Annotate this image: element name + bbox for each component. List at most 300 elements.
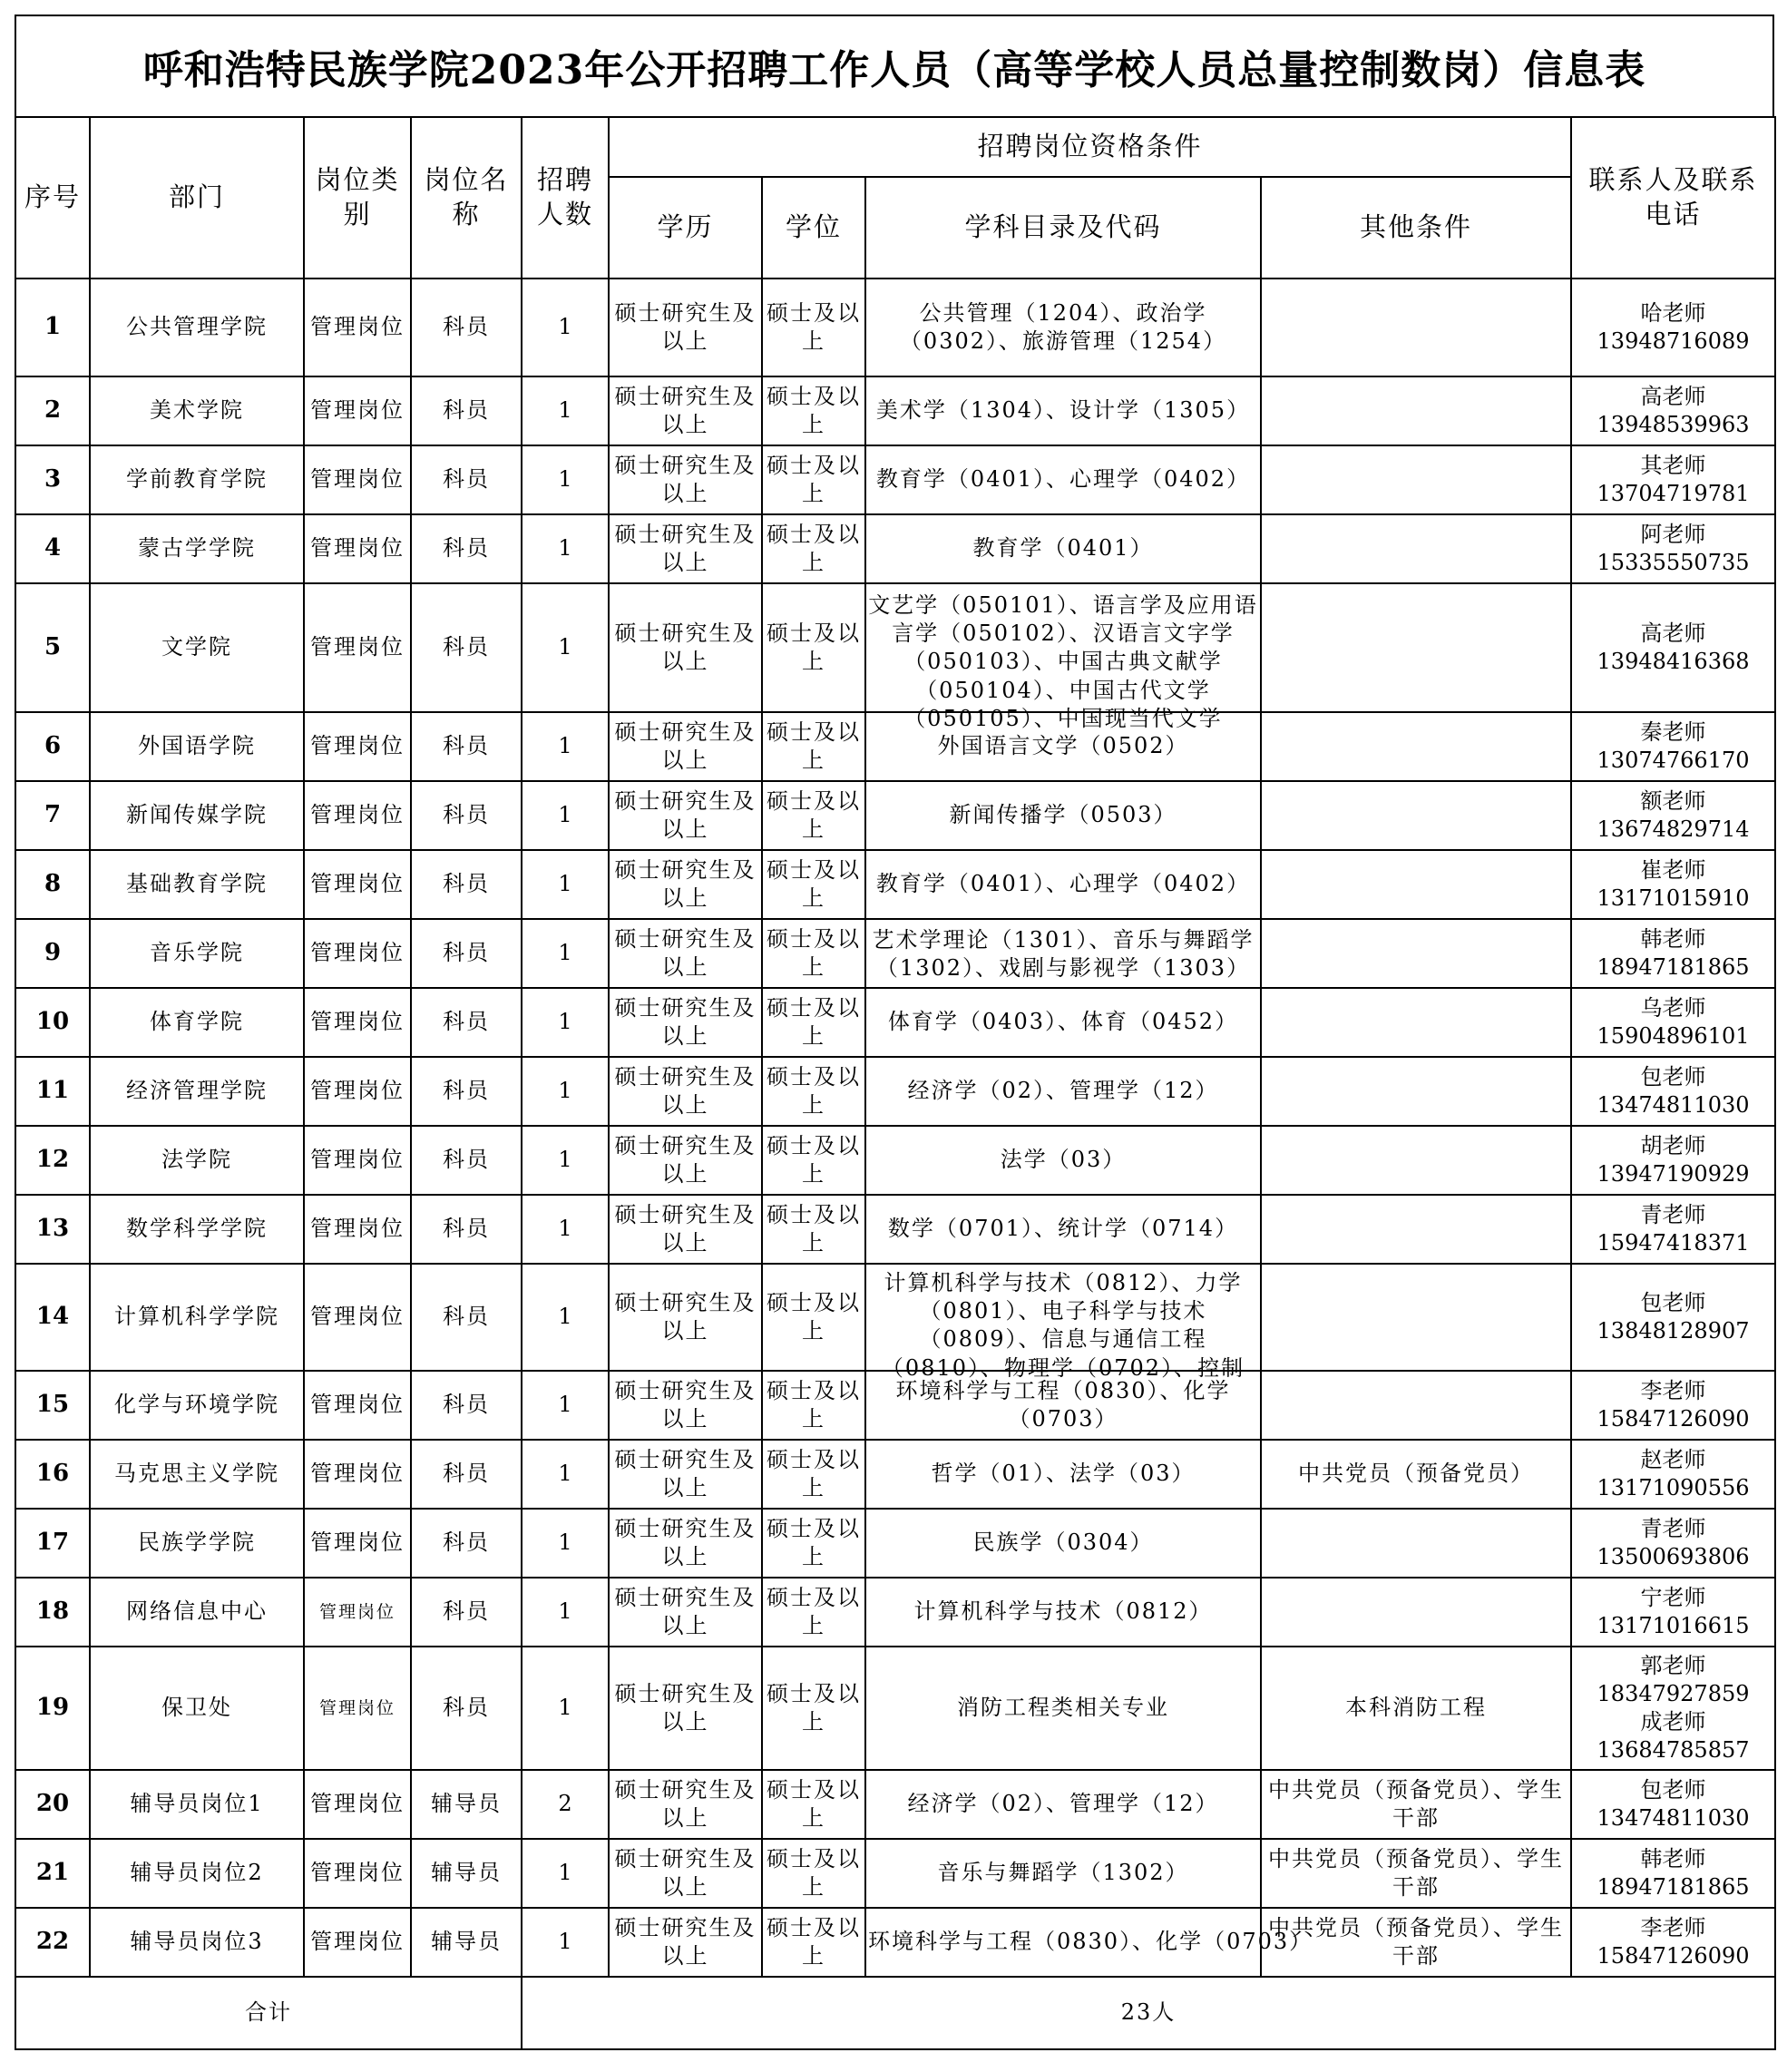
row-number: 20 (15, 1770, 90, 1839)
subject-text: 美术学（1304）、设计学（1305） (875, 397, 1251, 424)
education-cell: 硕士研究生及以上 (609, 1057, 762, 1126)
post-type-cell: 管理岗位 (304, 1440, 411, 1509)
subject-cell (865, 376, 1261, 445)
subject-cell (865, 1264, 1261, 1381)
contact-phone: 13474811030 (1597, 1092, 1750, 1118)
post-name-cell: 科员 (411, 376, 522, 445)
subject-text: 经济学（02）、管理学（12） (907, 1791, 1219, 1817)
post-name-cell: 科员 (411, 1371, 522, 1440)
contact-phone: 15335550735 (1597, 550, 1750, 575)
contact-name: 李老师 (1640, 1377, 1706, 1403)
contact-name: 其老师 (1640, 452, 1706, 478)
degree-cell: 硕士及以上 (762, 376, 865, 445)
post-name-cell: 科员 (411, 919, 522, 988)
degree-cell: 硕士及以上 (762, 781, 865, 850)
row-number: 11 (15, 1057, 90, 1126)
subject-text: 体育学（0403）、体育（0452） (887, 1009, 1239, 1035)
row-number: 22 (15, 1908, 90, 1977)
count-cell: 1 (522, 1647, 609, 1770)
contact-phone: 15847126090 (1597, 1406, 1750, 1432)
other-conditions-cell (1261, 712, 1571, 781)
department-cell: 民族学学院 (90, 1509, 304, 1578)
department-cell: 体育学院 (90, 988, 304, 1057)
department-cell: 法学院 (90, 1126, 304, 1195)
contact-phone: 18947181865 (1597, 954, 1750, 980)
subject-cell (865, 919, 1261, 988)
header-post-type: 岗位类别 (304, 117, 411, 279)
education-cell: 硕士研究生及以上 (609, 1264, 762, 1371)
contact-cell (1571, 850, 1775, 919)
post-type-cell: 管理岗位 (304, 1264, 411, 1371)
contact-cell (1571, 1264, 1775, 1371)
row-number: 6 (15, 712, 90, 781)
contact-name: 韩老师 (1640, 925, 1706, 952)
post-type-cell: 管理岗位 (304, 850, 411, 919)
post-name-cell: 科员 (411, 1195, 522, 1264)
table-row (15, 919, 1775, 988)
subject-text: 公共管理（1204）、政治学（0302）、旅游管理（1254） (899, 299, 1227, 354)
subject-text: 法学（03） (1000, 1147, 1127, 1173)
department-cell: 基础教育学院 (90, 850, 304, 919)
post-type-cell: 管理岗位 (304, 1647, 411, 1770)
page-title: 呼和浩特民族学院2023年公开招聘工作人员（高等学校人员总量控制数岗）信息表 (15, 15, 1774, 116)
row-number: 17 (15, 1509, 90, 1578)
education-cell: 硕士研究生及以上 (609, 514, 762, 583)
contact-phone: 13848128907 (1597, 1318, 1750, 1344)
contact-name: 包老师 (1640, 1776, 1706, 1803)
count-cell: 1 (522, 1126, 609, 1195)
post-type-cell: 管理岗位 (304, 1509, 411, 1578)
header-count: 招聘人数 (522, 117, 609, 279)
department-cell: 新闻传媒学院 (90, 781, 304, 850)
contact-phone: 13704719781 (1597, 481, 1750, 506)
contact-cell (1571, 1908, 1775, 1977)
contact-phone: 13500693806 (1597, 1544, 1750, 1569)
other-conditions-cell: 中共党员（预备党员）、学生干部 (1261, 1908, 1571, 1977)
count-cell: 1 (522, 1440, 609, 1509)
header-education: 学历 (609, 177, 762, 279)
post-name-cell: 科员 (411, 1057, 522, 1126)
post-name-cell: 科员 (411, 1440, 522, 1509)
subject-text: 教育学（0401） (972, 535, 1154, 562)
post-name-cell: 科员 (411, 583, 522, 712)
subject-cell (865, 1509, 1261, 1578)
post-type-cell: 管理岗位 (304, 919, 411, 988)
subject-cell (865, 1647, 1261, 1770)
other-conditions-cell (1261, 376, 1571, 445)
header-post-name: 岗位名称 (411, 117, 522, 279)
department-cell: 辅导员岗位3 (90, 1908, 304, 1977)
education-cell: 硕士研究生及以上 (609, 583, 762, 712)
post-name-cell: 科员 (411, 1126, 522, 1195)
header-seq: 序号 (15, 117, 90, 279)
degree-cell: 硕士及以上 (762, 445, 865, 514)
department-cell: 计算机科学学院 (90, 1264, 304, 1371)
count-cell: 1 (522, 1908, 609, 1977)
contact-phone: 13674829714 (1597, 816, 1750, 842)
post-name-cell: 科员 (411, 1509, 522, 1578)
row-number: 3 (15, 445, 90, 514)
row-number: 2 (15, 376, 90, 445)
post-name-cell: 科员 (411, 781, 522, 850)
contact-cell (1571, 514, 1775, 583)
subject-cell (865, 1057, 1261, 1126)
department-cell: 外国语学院 (90, 712, 304, 781)
subject-cell (865, 1371, 1261, 1440)
contact-cell (1571, 1647, 1775, 1770)
contact-cell (1571, 1126, 1775, 1195)
subject-cell (865, 1195, 1261, 1264)
subject-text: 数学（0701）、统计学（0714） (887, 1216, 1239, 1242)
other-conditions-cell (1261, 1509, 1571, 1578)
subject-cell (865, 445, 1261, 514)
other-conditions-cell: 中共党员（预备党员）、学生干部 (1261, 1770, 1571, 1839)
degree-cell: 硕士及以上 (762, 1195, 865, 1264)
post-type-cell: 管理岗位 (304, 1057, 411, 1126)
table-row (15, 1126, 1775, 1195)
post-type-cell: 管理岗位 (304, 279, 411, 376)
education-cell: 硕士研究生及以上 (609, 1509, 762, 1578)
contact-phone: 13948716089 (1597, 328, 1750, 354)
recruitment-sheet (15, 15, 1774, 2059)
contact-cell (1571, 445, 1775, 514)
contact-name: 崔老师 (1640, 856, 1706, 883)
department-cell: 经济管理学院 (90, 1057, 304, 1126)
contact-phone: 15847126090 (1597, 1943, 1750, 1969)
contact-cell (1571, 712, 1775, 781)
table-row (15, 514, 1775, 583)
department-cell: 文学院 (90, 583, 304, 712)
contact-name: 郭老师 (1640, 1652, 1706, 1678)
row-number: 13 (15, 1195, 90, 1264)
education-cell: 硕士研究生及以上 (609, 850, 762, 919)
department-cell: 数学科学学院 (90, 1195, 304, 1264)
education-cell: 硕士研究生及以上 (609, 781, 762, 850)
post-type-cell: 管理岗位 (304, 376, 411, 445)
count-cell: 1 (522, 1057, 609, 1126)
department-cell: 辅导员岗位1 (90, 1770, 304, 1839)
header-degree: 学位 (762, 177, 865, 279)
other-conditions-cell (1261, 1126, 1571, 1195)
table-row (15, 1440, 1775, 1509)
other-conditions-cell (1261, 850, 1571, 919)
row-number: 18 (15, 1578, 90, 1647)
count-cell: 1 (522, 1509, 609, 1578)
table-row (15, 1264, 1775, 1371)
table-row (15, 1195, 1775, 1264)
post-type-cell: 管理岗位 (304, 1770, 411, 1839)
row-number: 5 (15, 583, 90, 712)
subject-cell (865, 279, 1261, 376)
header-qualifications: 招聘岗位资格条件 (609, 117, 1571, 177)
contact-name: 成老师 (1640, 1709, 1706, 1735)
department-cell: 学前教育学院 (90, 445, 304, 514)
subject-text: 计算机科学与技术（0812） (913, 1598, 1213, 1625)
row-number: 21 (15, 1839, 90, 1908)
subject-text: 教育学（0401）、心理学（0402） (875, 871, 1251, 897)
contact-cell (1571, 1195, 1775, 1264)
education-cell: 硕士研究生及以上 (609, 1440, 762, 1509)
other-conditions-cell (1261, 1057, 1571, 1126)
count-cell: 1 (522, 850, 609, 919)
row-number: 7 (15, 781, 90, 850)
contact-cell (1571, 988, 1775, 1057)
count-cell: 1 (522, 712, 609, 781)
post-type-cell: 管理岗位 (304, 1371, 411, 1440)
contact-name: 哈老师 (1640, 299, 1706, 326)
subject-text: 民族学（0304） (972, 1530, 1154, 1556)
contact-cell (1571, 1578, 1775, 1647)
education-cell: 硕士研究生及以上 (609, 279, 762, 376)
contact-phone: 13171090556 (1597, 1475, 1750, 1500)
education-cell: 硕士研究生及以上 (609, 1126, 762, 1195)
other-conditions-cell (1261, 988, 1571, 1057)
degree-cell: 硕士及以上 (762, 988, 865, 1057)
post-name-cell: 科员 (411, 514, 522, 583)
contact-phone: 18347927859 (1597, 1680, 1750, 1706)
subject-cell (865, 1839, 1261, 1908)
subject-cell (865, 988, 1261, 1057)
table-row (15, 988, 1775, 1057)
post-name-cell: 辅导员 (411, 1908, 522, 1977)
subject-cell (865, 583, 1261, 731)
row-number: 19 (15, 1647, 90, 1770)
contact-phone: 13947190929 (1597, 1161, 1750, 1187)
contact-name: 宁老师 (1640, 1584, 1706, 1610)
other-conditions-cell (1261, 1578, 1571, 1647)
contact-name: 赵老师 (1640, 1446, 1706, 1472)
contact-phone: 13074766170 (1597, 748, 1750, 773)
education-cell: 硕士研究生及以上 (609, 1371, 762, 1440)
subject-text: 环境科学与工程（0830）、化学（0703） (868, 1929, 1313, 1955)
post-type-cell: 管理岗位 (304, 445, 411, 514)
degree-cell: 硕士及以上 (762, 583, 865, 712)
table-row (15, 1908, 1775, 1977)
contact-name: 秦老师 (1640, 718, 1706, 745)
count-cell: 1 (522, 514, 609, 583)
degree-cell: 硕士及以上 (762, 1509, 865, 1578)
subject-text: 消防工程类相关专业 (957, 1695, 1169, 1721)
subject-cell (865, 850, 1261, 919)
post-name-cell: 科员 (411, 1647, 522, 1770)
contact-phone: 15947418371 (1597, 1230, 1750, 1256)
degree-cell: 硕士及以上 (762, 1440, 865, 1509)
degree-cell: 硕士及以上 (762, 1126, 865, 1195)
post-type-cell: 管理岗位 (304, 1578, 411, 1647)
subject-text: 艺术学理论（1301）、音乐与舞蹈学（1302）、戏剧与影视学（1303） (872, 927, 1255, 982)
department-cell: 蒙古学学院 (90, 514, 304, 583)
subject-text: 外国语言文学（0502） (937, 733, 1189, 759)
degree-cell: 硕士及以上 (762, 279, 865, 376)
subject-cell (865, 1126, 1261, 1195)
degree-cell: 硕士及以上 (762, 712, 865, 781)
education-cell: 硕士研究生及以上 (609, 376, 762, 445)
education-cell: 硕士研究生及以上 (609, 919, 762, 988)
table-row (15, 1839, 1775, 1908)
contact-phone: 13171016615 (1597, 1613, 1750, 1638)
subject-cell (865, 1578, 1261, 1647)
subject-cell (865, 1440, 1261, 1509)
degree-cell: 硕士及以上 (762, 1770, 865, 1839)
post-name-cell: 科员 (411, 1578, 522, 1647)
recruitment-table (15, 116, 1776, 2050)
department-cell: 化学与环境学院 (90, 1371, 304, 1440)
row-number: 12 (15, 1126, 90, 1195)
education-cell: 硕士研究生及以上 (609, 1578, 762, 1647)
post-type-cell: 管理岗位 (304, 1195, 411, 1264)
post-type-cell: 管理岗位 (304, 781, 411, 850)
post-type-cell: 管理岗位 (304, 988, 411, 1057)
contact-name: 李老师 (1640, 1914, 1706, 1940)
count-cell: 1 (522, 1578, 609, 1647)
subject-text: 新闻传播学（0503） (949, 802, 1177, 828)
post-type-cell: 管理岗位 (304, 1839, 411, 1908)
other-conditions-cell (1261, 1371, 1571, 1440)
degree-cell: 硕士及以上 (762, 1057, 865, 1126)
table-row (15, 1057, 1775, 1126)
row-number: 8 (15, 850, 90, 919)
post-type-cell: 管理岗位 (304, 1908, 411, 1977)
degree-cell: 硕士及以上 (762, 1371, 865, 1440)
contact-cell (1571, 1839, 1775, 1908)
education-cell: 硕士研究生及以上 (609, 988, 762, 1057)
department-cell: 马克思主义学院 (90, 1440, 304, 1509)
education-cell: 硕士研究生及以上 (609, 1770, 762, 1839)
contact-name: 高老师 (1640, 383, 1706, 409)
header-subject: 学科目录及代码 (865, 177, 1261, 279)
degree-cell: 硕士及以上 (762, 514, 865, 583)
other-conditions-cell (1261, 583, 1571, 712)
education-cell: 硕士研究生及以上 (609, 1908, 762, 1977)
row-number: 16 (15, 1440, 90, 1509)
department-cell: 公共管理学院 (90, 279, 304, 376)
education-cell: 硕士研究生及以上 (609, 1647, 762, 1770)
contact-cell (1571, 1440, 1775, 1509)
education-cell: 硕士研究生及以上 (609, 712, 762, 781)
count-cell: 1 (522, 781, 609, 850)
subject-cell (865, 1770, 1261, 1839)
row-number: 9 (15, 919, 90, 988)
degree-cell: 硕士及以上 (762, 1839, 865, 1908)
row-number: 4 (15, 514, 90, 583)
contact-phone: 13948539963 (1597, 412, 1750, 437)
contact-phone: 15904896101 (1597, 1023, 1750, 1049)
post-name-cell: 辅导员 (411, 1770, 522, 1839)
contact-name: 额老师 (1640, 787, 1706, 814)
other-conditions-cell (1261, 919, 1571, 988)
subject-cell (865, 514, 1261, 583)
post-name-cell: 科员 (411, 850, 522, 919)
contact-cell (1571, 279, 1775, 376)
contact-cell (1571, 1371, 1775, 1440)
contact-cell (1571, 376, 1775, 445)
header-contact: 联系人及联系电话 (1571, 117, 1775, 279)
subject-text: 音乐与舞蹈学（1302） (937, 1860, 1189, 1886)
contact-cell (1571, 1509, 1775, 1578)
degree-cell: 硕士及以上 (762, 1647, 865, 1770)
contact-cell (1571, 781, 1775, 850)
count-cell: 2 (522, 1770, 609, 1839)
contact-name: 胡老师 (1640, 1132, 1706, 1158)
contact-name: 乌老师 (1640, 994, 1706, 1021)
contact-name: 青老师 (1640, 1201, 1706, 1227)
degree-cell: 硕士及以上 (762, 1908, 865, 1977)
post-name-cell: 科员 (411, 1264, 522, 1371)
post-name-cell: 科员 (411, 712, 522, 781)
post-name-cell: 科员 (411, 445, 522, 514)
header-dept: 部门 (90, 117, 304, 279)
subject-text: 计算机科学与技术（0812）、力学（0801）、电子科学与技术（0809）、信息与通信工程（0810）、物理学（0702）、控制 (881, 1270, 1245, 1381)
table-row (15, 1647, 1775, 1770)
post-type-cell: 管理岗位 (304, 583, 411, 712)
total-value: 23人 (522, 1977, 1775, 2049)
department-cell: 辅导员岗位2 (90, 1839, 304, 1908)
contact-name: 高老师 (1640, 620, 1706, 646)
contact-phone: 13684785857 (1597, 1737, 1750, 1764)
other-conditions-cell (1261, 445, 1571, 514)
contact-cell (1571, 1770, 1775, 1839)
count-cell: 1 (522, 279, 609, 376)
contact-name: 包老师 (1640, 1063, 1706, 1090)
other-conditions-cell (1261, 1195, 1571, 1264)
count-cell: 1 (522, 445, 609, 514)
table-row (15, 445, 1775, 514)
department-cell: 保卫处 (90, 1647, 304, 1770)
subject-cell (865, 781, 1261, 850)
other-conditions-cell (1261, 514, 1571, 583)
education-cell: 硕士研究生及以上 (609, 1839, 762, 1908)
education-cell: 硕士研究生及以上 (609, 445, 762, 514)
count-cell: 1 (522, 1195, 609, 1264)
post-name-cell: 科员 (411, 988, 522, 1057)
header-other: 其他条件 (1261, 177, 1571, 279)
contact-name: 韩老师 (1640, 1845, 1706, 1872)
contact-cell (1571, 1057, 1775, 1126)
table-row (15, 781, 1775, 850)
table-row (15, 850, 1775, 919)
contact-phone: 13171015910 (1597, 885, 1750, 911)
post-name-cell: 辅导员 (411, 1839, 522, 1908)
other-conditions-cell (1261, 1264, 1571, 1371)
department-cell: 网络信息中心 (90, 1578, 304, 1647)
education-cell: 硕士研究生及以上 (609, 1195, 762, 1264)
subject-text: 教育学（0401）、心理学（0402） (875, 466, 1251, 493)
contact-cell (1571, 583, 1775, 712)
subject-text: 经济学（02）、管理学（12） (907, 1078, 1219, 1104)
row-number: 10 (15, 988, 90, 1057)
other-conditions-cell: 中共党员（预备党员）、学生干部 (1261, 1839, 1571, 1908)
post-type-cell: 管理岗位 (304, 514, 411, 583)
contact-phone: 18947181865 (1597, 1874, 1750, 1900)
count-cell: 1 (522, 583, 609, 712)
count-cell: 1 (522, 988, 609, 1057)
row-number: 1 (15, 279, 90, 376)
count-cell: 1 (522, 1371, 609, 1440)
post-name-cell: 科员 (411, 279, 522, 376)
count-cell: 1 (522, 1839, 609, 1908)
degree-cell: 硕士及以上 (762, 1578, 865, 1647)
other-conditions-cell (1261, 781, 1571, 850)
table-row (15, 1770, 1775, 1839)
other-conditions-cell: 本科消防工程 (1261, 1647, 1571, 1770)
contact-name: 青老师 (1640, 1515, 1706, 1541)
subject-cell (865, 1908, 1313, 1977)
table-row (15, 279, 1775, 376)
department-cell: 音乐学院 (90, 919, 304, 988)
department-cell: 美术学院 (90, 376, 304, 445)
subject-text: 环境科学与工程（0830）、化学（0703） (895, 1377, 1231, 1432)
contact-cell (1571, 919, 1775, 988)
